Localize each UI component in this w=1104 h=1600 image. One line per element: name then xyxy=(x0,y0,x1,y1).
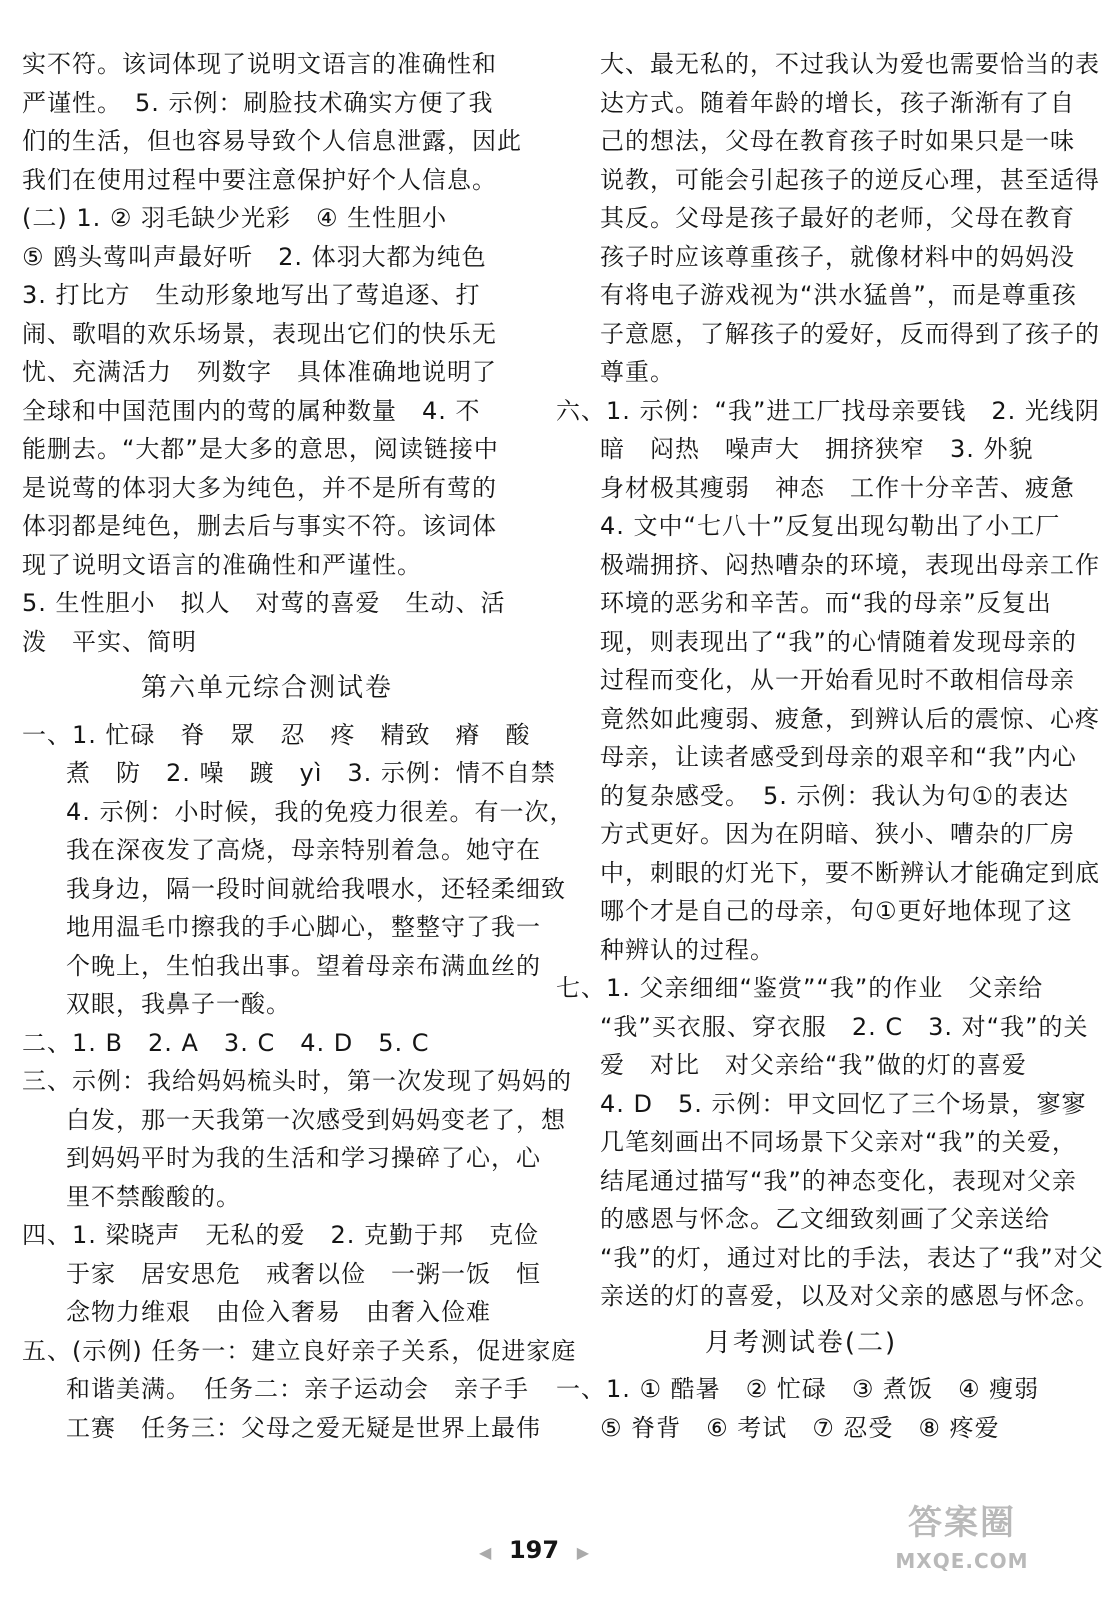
section-title: 月考测试卷(二) xyxy=(704,1327,898,1358)
text-line: 孩子时应该尊重孩子，就像材料中的妈妈没 xyxy=(600,242,1075,271)
text-line: 煮 防 2. 噪 踱 yì 3. 示例：情不自禁 xyxy=(66,759,556,787)
text-line: “我”的灯，通过对比的手法，表达了“我”对父 xyxy=(600,1243,1104,1272)
text-line: 七、1. 父亲细细“鉴赏”“我”的作业 父亲给 xyxy=(556,974,1044,1002)
prev-arrow-icon: ◀ xyxy=(478,1543,492,1562)
text-line: 5. 生性胆小 拟人 对莺的喜爱 生动、活 xyxy=(22,589,506,617)
text-line: 忧、充满活力 列数字 具体准确地说明了 xyxy=(22,358,497,386)
watermark-logo: 答案圈 xyxy=(908,1503,1016,1543)
text-line: 我们在使用过程中要注意保护好个人信息。 xyxy=(22,165,497,194)
text-line: 有将电子游戏视为“洪水猛兽”，而是尊重孩 xyxy=(600,281,1077,309)
text-line: 和谐美满。 任务二：亲子运动会 亲子手 xyxy=(66,1375,529,1403)
text-line: ⑤ 脊背 ⑥ 考试 ⑦ 忍受 ⑧ 疼爱 xyxy=(600,1413,1000,1442)
text-line: 闹、歌唱的欢乐场景，表现出它们的快乐无 xyxy=(22,319,497,348)
text-line: 三、示例：我给妈妈梳头时，第一次发现了妈妈的 xyxy=(22,1067,572,1095)
text-line: 亲送的灯的喜爱，以及对父亲的感恩与怀念。 xyxy=(600,1282,1100,1310)
text-line: 现了说明文语言的准确性和严谨性。 xyxy=(22,550,422,579)
text-line: 于家 居安思危 戒奢以俭 一粥一饭 恒 xyxy=(66,1259,541,1288)
text-line: 到妈妈平时为我的生活和学习操碎了心，心 xyxy=(66,1144,541,1172)
text-line: (二) 1. ② 羽毛缺少光彩 ④ 生性胆小 xyxy=(22,204,448,232)
next-arrow-icon: ▶ xyxy=(576,1543,589,1562)
left-column xyxy=(22,45,577,1447)
text-line: 体羽都是纯色，删去后与事实不符。该词体 xyxy=(22,512,497,540)
text-line: 过程而变化，从一开始看见时不敢相信母亲 xyxy=(600,666,1075,694)
text-line: ⑤ 鸥头莺叫声最好听 2. 体羽大都为纯色 xyxy=(22,242,487,271)
text-line: 环境的恶劣和辛苦。而“我的母亲”反复出 xyxy=(600,589,1052,617)
text-line: 尊重。 xyxy=(600,358,675,386)
text-line: 己的想法，父母在教育孩子时如果只是一味 xyxy=(600,127,1075,155)
text-line: 的复杂感受。 5. 示例：我认为句①的表达 xyxy=(600,781,1070,810)
text-line: 能删去。“大都”是大多的意思，阅读链接中 xyxy=(22,435,499,463)
text-line: 其反。父母是孩子最好的老师，父母在教育 xyxy=(600,204,1075,232)
text-line: 极端拥挤、闷热嘈杂的环境，表现出母亲工作 xyxy=(600,550,1100,579)
text-line: 一、1. ① 酷暑 ② 忙碌 ③ 煮饭 ④ 瘦弱 xyxy=(556,1375,1040,1403)
text-line: 一、1. 忙碌 脊 眾 忍 疼 精致 瘠 酸 xyxy=(22,720,531,749)
text-line: 结尾通过描写“我”的神态变化，表现对父亲 xyxy=(600,1166,1077,1195)
text-line: “我”买衣服、穿衣服 2. C 3. 对“我”的关 xyxy=(600,1012,1089,1041)
text-line: 实不符。该词体现了说明文语言的准确性和 xyxy=(22,50,497,78)
text-line: 哪个才是自己的母亲，句①更好地体现了这 xyxy=(600,897,1073,925)
text-line: 4. D 5. 示例：甲文回忆了三个场景，寥寥 xyxy=(600,1089,1087,1118)
text-line: 二、1. B 2. A 3. C 4. D 5. C xyxy=(22,1028,430,1057)
text-line: 念物力维艰 由俭入奢易 由奢入俭难 xyxy=(66,1298,491,1326)
right-column xyxy=(556,45,1104,1447)
text-line: 严谨性。 5. 示例：刷脸技术确实方便了我 xyxy=(22,88,494,117)
text-line: 暗 闷热 噪声大 拥挤狭窄 3. 外貌 xyxy=(600,435,1034,463)
text-line: 方式更好。因为在阴暗、狭小、嘈杂的厂房 xyxy=(600,820,1075,848)
text-line: 泼 平实、简明 xyxy=(22,627,197,656)
text-line: 达方式。随着年龄的增长，孩子渐渐有了自 xyxy=(600,88,1075,117)
text-line: 五、(示例) 任务一：建立良好亲子关系，促进家庭 xyxy=(22,1336,577,1365)
text-line: 全球和中国范围内的莺的属种数量 4. 不 xyxy=(22,396,481,425)
text-line: 几笔刻画出不同场景下父亲对“我”的关爱， xyxy=(600,1128,1077,1156)
right-lines-b xyxy=(556,1370,1046,1447)
page-number: 197 xyxy=(508,1536,560,1564)
text-line: 双眼，我鼻子一酸。 xyxy=(66,990,291,1018)
text-line: 说教，可能会引起孩子的逆反心理，甚至适得 xyxy=(600,165,1100,194)
text-line: 我在深夜发了高烧，母亲特别着急。她守在 xyxy=(66,836,541,864)
text-line: 4. 文中“七八十”反复出现勾勒出了小工厂 xyxy=(600,512,1061,540)
text-line: 白发，那一天我第一次感受到妈妈变老了，想 xyxy=(66,1105,566,1134)
text-line: 我身边，隔一段时间就给我喂水，还轻柔细致 xyxy=(66,874,566,903)
text-line: 的感恩与怀念。乙文细致刻画了父亲送给 xyxy=(600,1205,1050,1233)
text-line: 地用温毛巾擦我的手心脚心，整整守了我一 xyxy=(66,913,541,941)
text-line: 子意愿，了解孩子的爱好，反而得到了孩子的 xyxy=(600,319,1100,348)
watermark xyxy=(872,1498,1052,1590)
text-line: 中，刺眼的灯光下，要不断辨认才能确定到底 xyxy=(600,858,1100,887)
left-lines-a xyxy=(22,45,522,661)
text-line: 爱 对比 对父亲给“我”做的灯的喜爱 xyxy=(600,1051,1027,1079)
text-line: 们的生活，但也容易导致个人信息泄露，因此 xyxy=(22,127,522,155)
text-line: 3. 打比方 生动形象地写出了莺追逐、打 xyxy=(22,281,481,309)
text-line: 里不禁酸酸的。 xyxy=(66,1182,241,1211)
section-title: 第六单元综合测试卷 xyxy=(140,673,393,703)
text-line: 六、1. 示例：“我”进工厂找母亲要钱 2. 光线阴 xyxy=(556,396,1100,425)
text-line: 母亲，让读者感受到母亲的艰辛和“我”内心 xyxy=(600,743,1077,771)
left-lines-b xyxy=(22,716,577,1448)
text-line: 竟然如此瘦弱、疲惫，到辨认后的震惊、心疼 xyxy=(600,704,1100,733)
text-line: 身材极其瘦弱 神态 工作十分辛苦、疲惫 xyxy=(600,473,1075,502)
text-line: 是说莺的体羽大多为纯色，并不是所有莺的 xyxy=(22,473,497,502)
text-line: 现，则表现出了“我”的心情随着发现母亲的 xyxy=(600,627,1077,656)
text-line: 四、1. 梁晓声 无私的爱 2. 克勤于邦 克俭 xyxy=(22,1221,540,1249)
watermark-url: MXQE.COM xyxy=(895,1549,1029,1573)
text-line: 种辨认的过程。 xyxy=(600,935,775,964)
right-lines-a xyxy=(556,45,1104,1316)
text-line: 4. 示例：小时候，我的免疫力很差。有一次， xyxy=(66,797,575,826)
text-line: 工赛 任务三：父母之爱无疑是世界上最伟 xyxy=(66,1413,541,1442)
text-line: 个晚上，生怕我出事。望着母亲布满血丝的 xyxy=(66,951,541,980)
text-line: 大、最无私的，不过我认为爱也需要恰当的表 xyxy=(600,50,1100,78)
